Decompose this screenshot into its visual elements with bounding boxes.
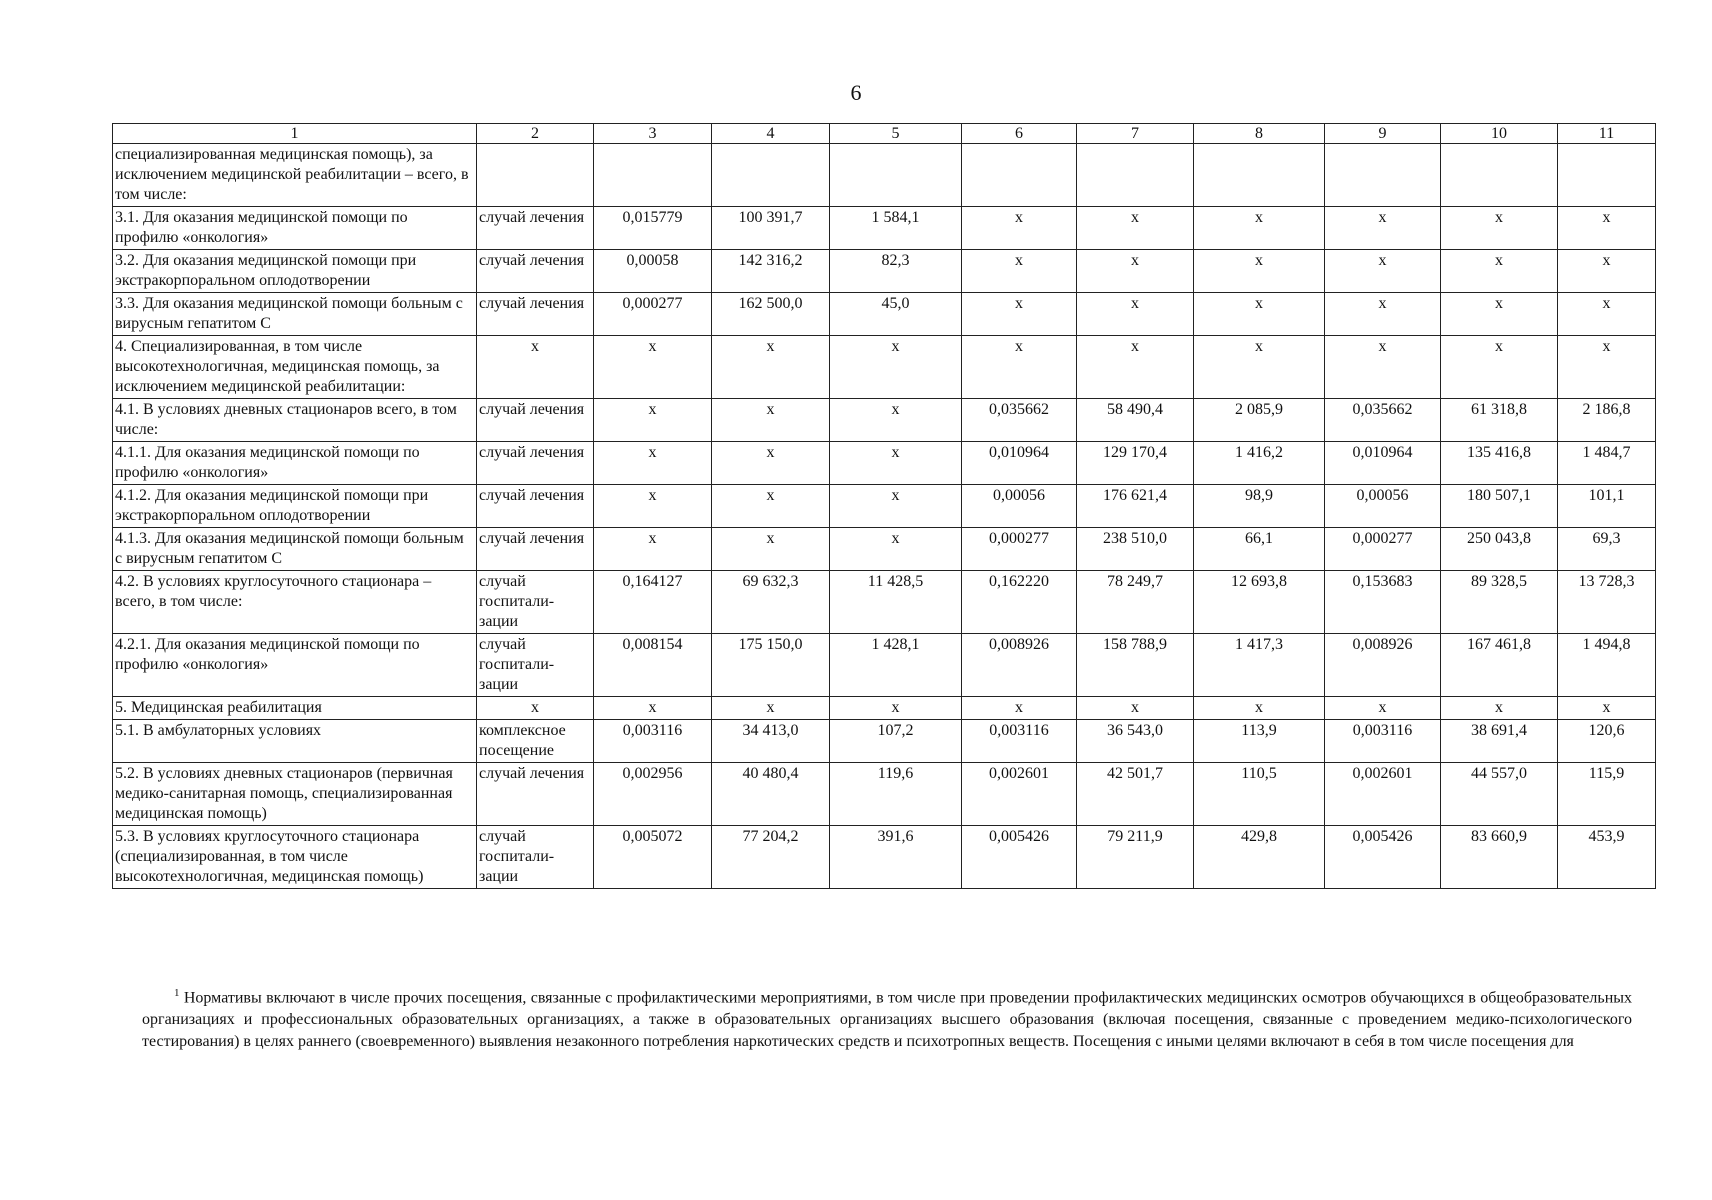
row-label-cell: 4.1.1. Для оказания медицинской помощи по профилю «онкология» <box>113 442 477 485</box>
value-cell: 89 328,5 <box>1441 571 1558 634</box>
unit-cell: случай лечения <box>477 763 594 826</box>
value-cell: х <box>830 697 962 720</box>
value-cell: х <box>1325 697 1441 720</box>
value-cell: 120,6 <box>1558 720 1656 763</box>
value-cell: 2 186,8 <box>1558 399 1656 442</box>
value-cell: 1 416,2 <box>1194 442 1325 485</box>
row-label-cell: 5.3. В условиях круглосуточного стационара (специализированная, в том числе высокотехнологичная, медицинская помощь) <box>113 826 477 889</box>
value-cell: 0,010964 <box>962 442 1077 485</box>
column-header: 7 <box>1077 124 1194 144</box>
unit-cell: х <box>477 697 594 720</box>
value-cell: 0,008154 <box>594 634 712 697</box>
unit-cell: случай лечения <box>477 442 594 485</box>
value-cell: 0,164127 <box>594 571 712 634</box>
value-cell: 36 543,0 <box>1077 720 1194 763</box>
value-cell: х <box>1325 207 1441 250</box>
value-cell: 0,162220 <box>962 571 1077 634</box>
unit-cell: случай госпитали-зации <box>477 571 594 634</box>
value-cell <box>1441 144 1558 207</box>
value-cell: х <box>1558 207 1656 250</box>
value-cell: х <box>1194 293 1325 336</box>
unit-cell <box>477 144 594 207</box>
unit-cell: случай госпитали-зации <box>477 826 594 889</box>
value-cell <box>830 144 962 207</box>
table-row <box>113 528 1656 571</box>
value-cell: х <box>1077 293 1194 336</box>
value-cell: 0,003116 <box>594 720 712 763</box>
value-cell: 0,000277 <box>594 293 712 336</box>
table-row <box>113 571 1656 634</box>
value-cell: 45,0 <box>830 293 962 336</box>
table-row <box>113 697 1656 720</box>
value-cell: 162 500,0 <box>712 293 830 336</box>
value-cell: х <box>1077 697 1194 720</box>
column-header: 5 <box>830 124 962 144</box>
row-label-cell: 4.2. В условиях круглосуточного стационара – всего, в том числе: <box>113 571 477 634</box>
column-header: 2 <box>477 124 594 144</box>
unit-cell: случай лечения <box>477 293 594 336</box>
column-header: 10 <box>1441 124 1558 144</box>
value-cell: 0,008926 <box>1325 634 1441 697</box>
value-cell: 78 249,7 <box>1077 571 1194 634</box>
value-cell: 0,003116 <box>962 720 1077 763</box>
unit-cell: случай лечения <box>477 250 594 293</box>
unit-cell: случай лечения <box>477 528 594 571</box>
value-cell: х <box>594 399 712 442</box>
value-cell: х <box>712 697 830 720</box>
value-cell: 0,002601 <box>1325 763 1441 826</box>
value-cell: 167 461,8 <box>1441 634 1558 697</box>
value-cell: 107,2 <box>830 720 962 763</box>
value-cell: 110,5 <box>1194 763 1325 826</box>
value-cell <box>1325 144 1441 207</box>
value-cell: х <box>594 485 712 528</box>
value-cell: 40 480,4 <box>712 763 830 826</box>
value-cell: 58 490,4 <box>1077 399 1194 442</box>
value-cell: 453,9 <box>1558 826 1656 889</box>
value-cell: х <box>962 336 1077 399</box>
unit-cell: комплексное посещение <box>477 720 594 763</box>
value-cell: х <box>712 399 830 442</box>
value-cell: 0,000277 <box>962 528 1077 571</box>
row-label-cell: 4.1.3. Для оказания медицинской помощи больным с вирусным гепатитом С <box>113 528 477 571</box>
value-cell: х <box>712 336 830 399</box>
value-cell: 82,3 <box>830 250 962 293</box>
value-cell: 38 691,4 <box>1441 720 1558 763</box>
value-cell: х <box>1077 336 1194 399</box>
row-label-cell: 5.2. В условиях дневных стационаров (первичная медико-санитарная помощь, специализированная медицинская помощь) <box>113 763 477 826</box>
value-cell: х <box>962 293 1077 336</box>
value-cell: 61 318,8 <box>1441 399 1558 442</box>
table-body <box>113 144 1656 889</box>
value-cell: 79 211,9 <box>1077 826 1194 889</box>
value-cell: х <box>594 442 712 485</box>
value-cell: 0,00056 <box>1325 485 1441 528</box>
value-cell: 0,035662 <box>962 399 1077 442</box>
row-label-cell: 4. Специализированная, в том числе высокотехнологичная, медицинская помощь, за исключением медицинской реабилитации: <box>113 336 477 399</box>
value-cell: х <box>1558 336 1656 399</box>
value-cell: х <box>962 207 1077 250</box>
row-label-cell: 3.3. Для оказания медицинской помощи больным с вирусным гепатитом С <box>113 293 477 336</box>
value-cell <box>712 144 830 207</box>
row-label-cell: 4.2.1. Для оказания медицинской помощи по профилю «онкология» <box>113 634 477 697</box>
column-header: 3 <box>594 124 712 144</box>
value-cell: 0,00056 <box>962 485 1077 528</box>
value-cell: 0,005426 <box>962 826 1077 889</box>
table-row <box>113 293 1656 336</box>
value-cell: 113,9 <box>1194 720 1325 763</box>
value-cell: х <box>594 336 712 399</box>
value-cell: 1 417,3 <box>1194 634 1325 697</box>
table-header-row <box>113 124 1656 144</box>
value-cell: х <box>594 528 712 571</box>
value-cell: х <box>830 336 962 399</box>
column-header: 9 <box>1325 124 1441 144</box>
value-cell: 0,153683 <box>1325 571 1441 634</box>
value-cell: 100 391,7 <box>712 207 830 250</box>
value-cell: 0,000277 <box>1325 528 1441 571</box>
value-cell: 0,005426 <box>1325 826 1441 889</box>
value-cell <box>962 144 1077 207</box>
value-cell: х <box>1441 207 1558 250</box>
value-cell: 0,002956 <box>594 763 712 826</box>
value-cell: 142 316,2 <box>712 250 830 293</box>
value-cell: 0,015779 <box>594 207 712 250</box>
value-cell: х <box>1441 697 1558 720</box>
column-header: 6 <box>962 124 1077 144</box>
value-cell: 101,1 <box>1558 485 1656 528</box>
value-cell: 69,3 <box>1558 528 1656 571</box>
value-cell: 0,008926 <box>962 634 1077 697</box>
norms-table <box>112 123 1656 889</box>
value-cell <box>1077 144 1194 207</box>
value-cell: х <box>712 442 830 485</box>
value-cell: х <box>712 485 830 528</box>
value-cell: х <box>1558 293 1656 336</box>
value-cell: х <box>1441 293 1558 336</box>
value-cell: 115,9 <box>1558 763 1656 826</box>
row-label-cell: 5. Медицинская реабилитация <box>113 697 477 720</box>
table-row <box>113 634 1656 697</box>
value-cell: 98,9 <box>1194 485 1325 528</box>
value-cell: х <box>962 250 1077 293</box>
column-header: 1 <box>113 124 477 144</box>
table-row <box>113 144 1656 207</box>
value-cell: 391,6 <box>830 826 962 889</box>
value-cell: 158 788,9 <box>1077 634 1194 697</box>
value-cell: 0,010964 <box>1325 442 1441 485</box>
value-cell: 12 693,8 <box>1194 571 1325 634</box>
value-cell: х <box>830 399 962 442</box>
table-row <box>113 720 1656 763</box>
value-cell <box>594 144 712 207</box>
value-cell: х <box>712 528 830 571</box>
value-cell: 0,035662 <box>1325 399 1441 442</box>
value-cell: 44 557,0 <box>1441 763 1558 826</box>
value-cell: 238 510,0 <box>1077 528 1194 571</box>
table-row <box>113 250 1656 293</box>
value-cell: 0,002601 <box>962 763 1077 826</box>
value-cell: 176 621,4 <box>1077 485 1194 528</box>
table-row <box>113 485 1656 528</box>
value-cell: х <box>1558 697 1656 720</box>
value-cell: х <box>1441 250 1558 293</box>
value-cell: 1 494,8 <box>1558 634 1656 697</box>
unit-cell: случай госпитали-зации <box>477 634 594 697</box>
value-cell: х <box>1194 336 1325 399</box>
value-cell: 2 085,9 <box>1194 399 1325 442</box>
value-cell: 34 413,0 <box>712 720 830 763</box>
value-cell: х <box>594 697 712 720</box>
unit-cell: случай лечения <box>477 399 594 442</box>
value-cell: х <box>1558 250 1656 293</box>
value-cell: 1 428,1 <box>830 634 962 697</box>
value-cell: 250 043,8 <box>1441 528 1558 571</box>
row-label-cell: специализированная медицинская помощь), за исключением медицинской реабилитации – всего, в том числе: <box>113 144 477 207</box>
value-cell: х <box>962 697 1077 720</box>
value-cell: х <box>1441 336 1558 399</box>
value-cell: 119,6 <box>830 763 962 826</box>
row-label-cell: 4.1. В условиях дневных стационаров всего, в том числе: <box>113 399 477 442</box>
value-cell: 13 728,3 <box>1558 571 1656 634</box>
value-cell: х <box>1325 336 1441 399</box>
value-cell: 69 632,3 <box>712 571 830 634</box>
value-cell: х <box>1077 207 1194 250</box>
value-cell: х <box>1077 250 1194 293</box>
value-cell: 129 170,4 <box>1077 442 1194 485</box>
column-header: 11 <box>1558 124 1656 144</box>
value-cell: 66,1 <box>1194 528 1325 571</box>
table-row <box>113 207 1656 250</box>
footnote-marker: 1 <box>174 987 180 999</box>
table-row <box>113 399 1656 442</box>
value-cell: х <box>1194 250 1325 293</box>
row-label-cell: 3.2. Для оказания медицинской помощи при экстракорпоральном оплодотворении <box>113 250 477 293</box>
column-header: 8 <box>1194 124 1325 144</box>
value-cell: 42 501,7 <box>1077 763 1194 826</box>
column-header: 4 <box>712 124 830 144</box>
value-cell: х <box>1325 293 1441 336</box>
row-label-cell: 3.1. Для оказания медицинской помощи по профилю «онкология» <box>113 207 477 250</box>
value-cell: х <box>1194 697 1325 720</box>
unit-cell: х <box>477 336 594 399</box>
unit-cell: случай лечения <box>477 207 594 250</box>
value-cell: 135 416,8 <box>1441 442 1558 485</box>
value-cell: 175 150,0 <box>712 634 830 697</box>
value-cell: х <box>830 442 962 485</box>
value-cell <box>1194 144 1325 207</box>
value-cell: х <box>830 528 962 571</box>
table-row <box>113 763 1656 826</box>
value-cell: 77 204,2 <box>712 826 830 889</box>
value-cell: х <box>1194 207 1325 250</box>
table-row <box>113 442 1656 485</box>
value-cell: 83 660,9 <box>1441 826 1558 889</box>
page-number: 6 <box>850 80 862 105</box>
value-cell: 180 507,1 <box>1441 485 1558 528</box>
value-cell: 1 584,1 <box>830 207 962 250</box>
value-cell: х <box>830 485 962 528</box>
row-label-cell: 4.1.2. Для оказания медицинской помощи при экстракорпоральном оплодотворении <box>113 485 477 528</box>
row-label-cell: 5.1. В амбулаторных условиях <box>113 720 477 763</box>
table-row <box>113 826 1656 889</box>
unit-cell: случай лечения <box>477 485 594 528</box>
footnote-text: Нормативы включают в числе прочих посещения, связанные с профилактическими мероприятиями, в том числе при проведении профилактических медицинских осмотров обучающихся в общеобразовательных организациях и профессиональных образовательных организациях, а также в образовательных организациях высшего образования (включая посещения, связанные с проведением медико-психологического тестирования) в целях раннего (своевременного) выявления незаконного потребления наркотических средств и психотропных веществ. Посещения с иными целями включают в себя в том числе посещения для <box>142 989 1633 1051</box>
value-cell: 0,00058 <box>594 250 712 293</box>
value-cell: 1 484,7 <box>1558 442 1656 485</box>
value-cell: 429,8 <box>1194 826 1325 889</box>
value-cell: х <box>1325 250 1441 293</box>
table-row <box>113 336 1656 399</box>
value-cell: 11 428,5 <box>830 571 962 634</box>
value-cell: 0,005072 <box>594 826 712 889</box>
value-cell: 0,003116 <box>1325 720 1441 763</box>
footnote <box>142 982 1632 1053</box>
value-cell <box>1558 144 1656 207</box>
